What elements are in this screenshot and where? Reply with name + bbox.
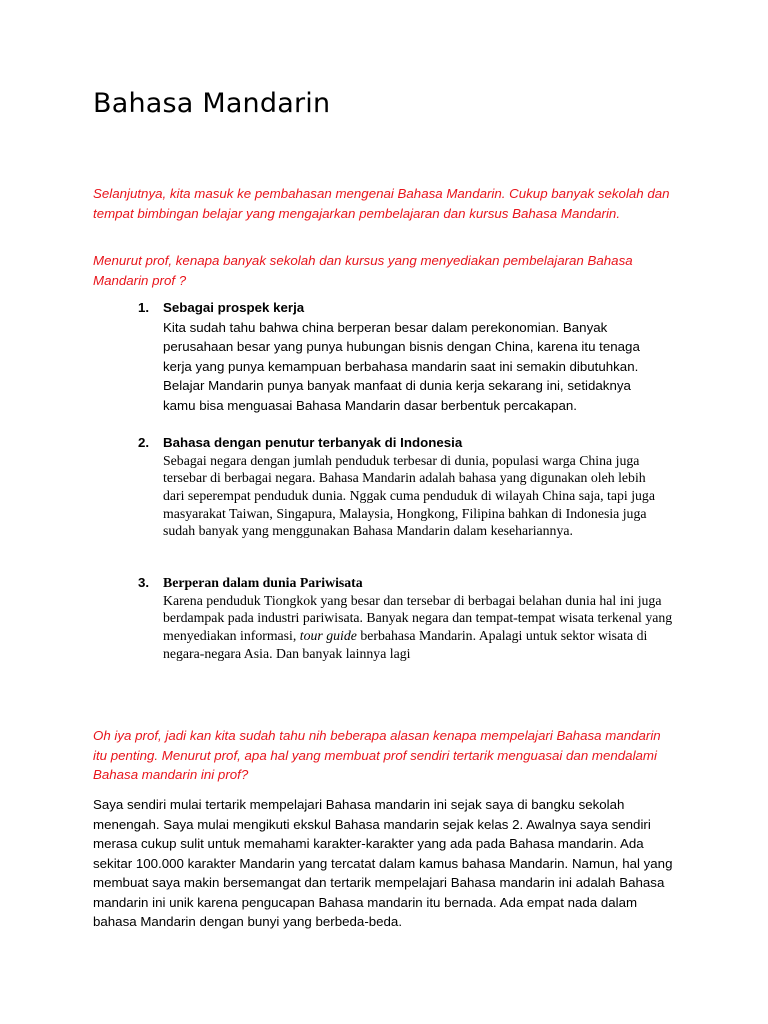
list-body-3-part-1: Karena penduduk Tiongkok yang besar dan tersebar di berbagai belahan dunia hal ini juga berdampak pada industri pariwisata. Banyak negara dan tempat-tempat wisata terkenal yang menyediakan informasi,: [163, 592, 673, 644]
list-body-3-italic: tour guide: [299, 628, 357, 644]
list-item-3: [138, 574, 678, 663]
list-title-1: Sebagai prospek kerja: [163, 300, 305, 315]
intro-question-2: Menurut prof, kenapa banyak sekolah dan kursus yang menyediakan pembelajaran Bahasa Mandarin prof ?: [93, 253, 633, 288]
list-number-3: 3.: [138, 575, 150, 590]
list-number-2: 2.: [138, 435, 150, 450]
list-title-3: Berperan dalam dunia Pariwisata: [163, 575, 363, 590]
document-title: Bahasa Mandarin: [93, 88, 331, 119]
list-title-2: Bahasa dengan penutur terbanyak di Indonesia: [163, 435, 463, 450]
answer-3: Saya sendiri mulai tertarik mempelajari Bahasa mandarin ini sejak saya di bangku sekolah menengah. Saya mulai mengikuti ekskul Bahasa mandarin sejak kelas 2. Awalnya saya sendiri merasa cukup sulit untuk memahami karakter-karakter yang ada pada Bahasa mandarin. Ada sekitar 100.000 karakter Mandarin yang tercatat dalam kamus bahasa Mandarin. Namun, hal yang membuat saya makin bersemangat dan tertarik mempelajari Bahasa mandarin ini adalah Bahasa mandarin ini unik karena pengucapan Bahasa mandarin itu bernada. Ada empat nada dalam bahasa Mandarin dengan bunyi yang berbeda-beda.: [93, 797, 673, 929]
intro-question-1: Selanjutnya, kita masuk ke pembahasan mengenai Bahasa Mandarin. Cukup banyak sekolah dan tempat bimbingan belajar yang mengajarkan pembelajaran dan kursus Bahasa Mandarin.: [93, 186, 670, 221]
list-body-3-part-2: berbahasa Mandarin. Apalagi untuk sektor wisata di negara-negara Asia. Dan banyak lainnya lagi: [163, 628, 648, 661]
list-body-1: Kita sudah tahu bahwa china berperan besar dalam perekonomian. Banyak perusahaan besar yang punya hubungan bisnis dengan China, karena itu tenaga kerja yang punya kemampuan berbahasa mandarin saat ini semakin dibutuhkan. Belajar Mandarin punya banyak manfaat di dunia kerja sekarang ini, setidaknya kamu bisa menguasai Bahasa Mandarin dasar berbentuk percakapan.: [163, 319, 640, 413]
list-number-1: 1.: [138, 300, 150, 315]
list-body-2: Sebagai negara dengan jumlah penduduk terbesar di dunia, populasi warga China juga tersebar di berbagai negara. Bahasa Mandarin adalah bahasa yang digunakan oleh lebih dari seperempat penduduk dunia. Nggak cuma penduduk di wilayah China saja, tapi juga masyarakat Taiwan, Singapura, Malaysia, Hongkong, Filipina bahkan di Indonesia juga sudah banyak yang menggunakan Bahasa Mandarin dalam kesehariannya.: [163, 452, 655, 539]
list-body-3: [163, 592, 678, 663]
question-3: Oh iya prof, jadi kan kita sudah tahu nih beberapa alasan kenapa mempelajari Bahasa mandarin itu penting. Menurut prof, apa hal yang membuat prof sendiri tertarik menguasai dan mendalami Bahasa mandarin ini prof?: [93, 728, 661, 782]
list-item-1: [138, 298, 678, 415]
list-item-2: [138, 433, 678, 540]
